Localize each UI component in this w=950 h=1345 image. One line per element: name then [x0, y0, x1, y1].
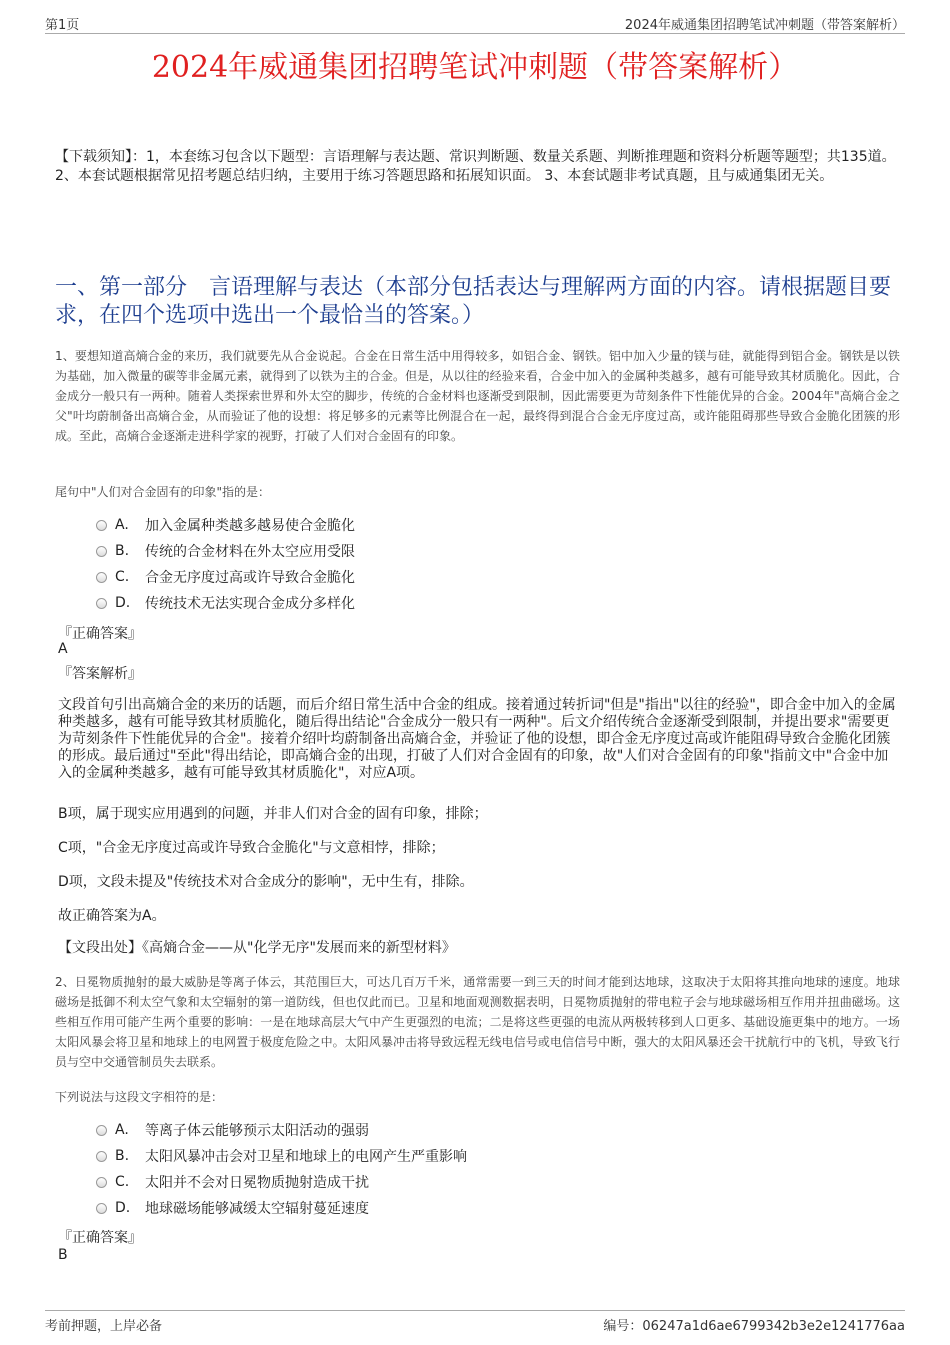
option-text: 地球磁场能够减缓太空辐射蔓延速度	[145, 1201, 369, 1217]
option-letter: C.	[115, 1174, 130, 1190]
page-number: 第1页	[45, 18, 80, 33]
option-b[interactable]	[96, 538, 355, 564]
radio-icon[interactable]	[96, 1125, 107, 1136]
footer-doc-id: 编号：06247a1d6ae6799342b3e2e1241776aa	[603, 1319, 905, 1334]
option-text: 等离子体云能够预示太阳活动的强弱	[145, 1123, 369, 1139]
option-b[interactable]	[96, 1143, 467, 1169]
question-2-text: 2、日冕物质抛射的最大威胁是等离子体云，其范围巨大，可达几百万千米，通常需要一到三天的时间才能到达地球，这取决于太阳将其推向地球的速度。地球磁场是抵御不利太空气象和太空辐射的第一道防线，但也仅此而已。卫星和地面观测数据表明，日冕物质抛射的带电粒子会与地球磁场相互作用并扭曲磁场。这些相互作用可能产生两个重要的影响：一是在地球高层大气中产生更强烈的电流；二是将这些更强的电流从两极转移到人口更多、基础设施更集中的地方。一场太阳风暴会将卫星和地球上的电网置于极度危险之中。太阳风暴冲击将导致远程无线电信号或电信信号中断，强大的太阳风暴还会干扰航行中的飞机，导致飞行员与空中交通管制员失去联系。	[55, 975, 900, 1069]
analysis-conclusion: 故正确答案为A。	[58, 908, 166, 924]
question-2-options	[96, 1117, 467, 1221]
footer-divider	[45, 1310, 905, 1311]
analysis-note-d: D项，文段未提及"传统技术对合金成分的影响"，无中生有，排除。	[58, 874, 474, 890]
download-notice: 【下载须知】：1，本套练习包含以下题型：言语理解与表达题、常识判断题、数量关系题、判断推理题和资料分析题等题型；共135道。 2、本套试题根据常见招考题总结归纳，主要用于练习答题思路和拓展知识面。 3、本套试题非考试真题，且与威通集团无关。	[55, 149, 896, 184]
option-letter: A.	[115, 517, 129, 533]
option-letter: B.	[115, 543, 130, 559]
option-text: 太阳风暴冲击会对卫星和地球上的电网产生严重影响	[145, 1149, 467, 1165]
option-d[interactable]	[96, 1195, 467, 1221]
radio-icon[interactable]	[96, 546, 107, 557]
analysis-text: 文段首句引出高熵合金的来历的话题，而后介绍日常生活中合金的组成。接着通过转折词"但是"指出"以往的经验"，即合金中加入的金属种类越多，越有可能导致其材质脆化，随后得出结论"合金成分一般只有一两种"。后文介绍传统合金逐渐受到限制，并提出要求"需要更为苛刻条件下性能优异的合金"。接着介绍叶均蔚制备出高熵合金，并验证了他的设想，即合金无序度过高或许能阻碍导致合金脆化团簇的形成。最后通过"至此"得出结论，即高熵合金的出现，打破了人们对合金固有的印象，故"人们对合金固有的印象"指前文中"合金中加入的金属种类越多，越有可能导致其材质脆化"，对应A项。	[58, 697, 896, 781]
option-letter: D.	[115, 595, 131, 611]
option-text: 太阳并不会对日冕物质抛射造成干扰	[145, 1175, 369, 1191]
question-2-prompt: 下列说法与这段文字相符的是：	[55, 1090, 224, 1104]
radio-icon[interactable]	[96, 1203, 107, 1214]
option-text: 合金无序度过高或许导致合金脆化	[145, 570, 355, 586]
answer-value: B	[58, 1247, 68, 1263]
option-letter: A.	[115, 1122, 129, 1138]
analysis-note-b: B项，属于现实应用遇到的问题，并非人们对合金的固有印象，排除；	[58, 806, 488, 822]
document-title: 2024年威通集团招聘笔试冲刺题（带答案解析）	[151, 50, 799, 85]
radio-icon[interactable]	[96, 1151, 107, 1162]
question-1-prompt: 尾句中"人们对合金固有的印象"指的是：	[55, 485, 271, 499]
radio-icon[interactable]	[96, 598, 107, 609]
option-a[interactable]	[96, 1117, 467, 1143]
answer-label: 『正确答案』	[58, 626, 142, 642]
section-heading: 一、第一部分 言语理解与表达（本部分包括表达与理解两方面的内容。请根据题目要求，在四个选项中选出一个最恰当的答案。）	[55, 275, 892, 328]
option-text: 传统技术无法实现合金成分多样化	[145, 596, 355, 612]
option-letter: D.	[115, 1200, 131, 1216]
radio-icon[interactable]	[96, 572, 107, 583]
option-a[interactable]	[96, 512, 355, 538]
radio-icon[interactable]	[96, 520, 107, 531]
analysis-note-c: C项，"合金无序度过高或许导致合金脆化"与文意相悖，排除；	[58, 840, 445, 856]
option-letter: B.	[115, 1148, 130, 1164]
analysis-label: 『答案解析』	[58, 666, 142, 682]
option-c[interactable]	[96, 1169, 467, 1195]
header-divider	[45, 33, 905, 34]
footer-slogan: 考前押题，上岸必备	[45, 1319, 163, 1334]
source-citation: 【文段出处】《高熵合金——从"化学无序"发展而来的新型材料》	[58, 940, 456, 956]
answer-value: A	[58, 641, 68, 657]
option-text: 加入金属种类越多越易使合金脆化	[145, 518, 355, 534]
option-text: 传统的合金材料在外太空应用受限	[145, 544, 355, 560]
answer-label: 『正确答案』	[58, 1230, 142, 1246]
question-1-text: 1、要想知道高熵合金的来历，我们就要先从合金说起。合金在日常生活中用得较多，如铝合金、钢铁。铝中加入少量的镁与硅，就能得到铝合金。钢铁是以铁为基础，加入微量的碳等非金属元素，就得到了以铁为主的合金。但是，从以往的经验来看，合金中加入的金属种类越多，越有可能导致其材质脆化。因此，合金成分一般只有一两种。随着人类探索世界和外太空的脚步，传统的合金材料也逐渐受到限制，因此需要更为苛刻条件下性能优异的合金。2004年"高熵合金之父"叶均蔚制备出高熵合金，从而验证了他的设想：将足够多的元素等比例混合在一起，最终得到混合合金无序度过高，或许能阻碍那些导致合金脆化团簇的形成。至此，高熵合金逐渐走进科学家的视野，打破了人们对合金固有的印象。	[55, 349, 900, 443]
option-c[interactable]	[96, 564, 355, 590]
option-d[interactable]	[96, 590, 355, 616]
radio-icon[interactable]	[96, 1177, 107, 1188]
option-letter: C.	[115, 569, 130, 585]
header-doc-title: 2024年威通集团招聘笔试冲刺题（带答案解析）	[624, 18, 905, 33]
question-1-options	[96, 512, 355, 616]
